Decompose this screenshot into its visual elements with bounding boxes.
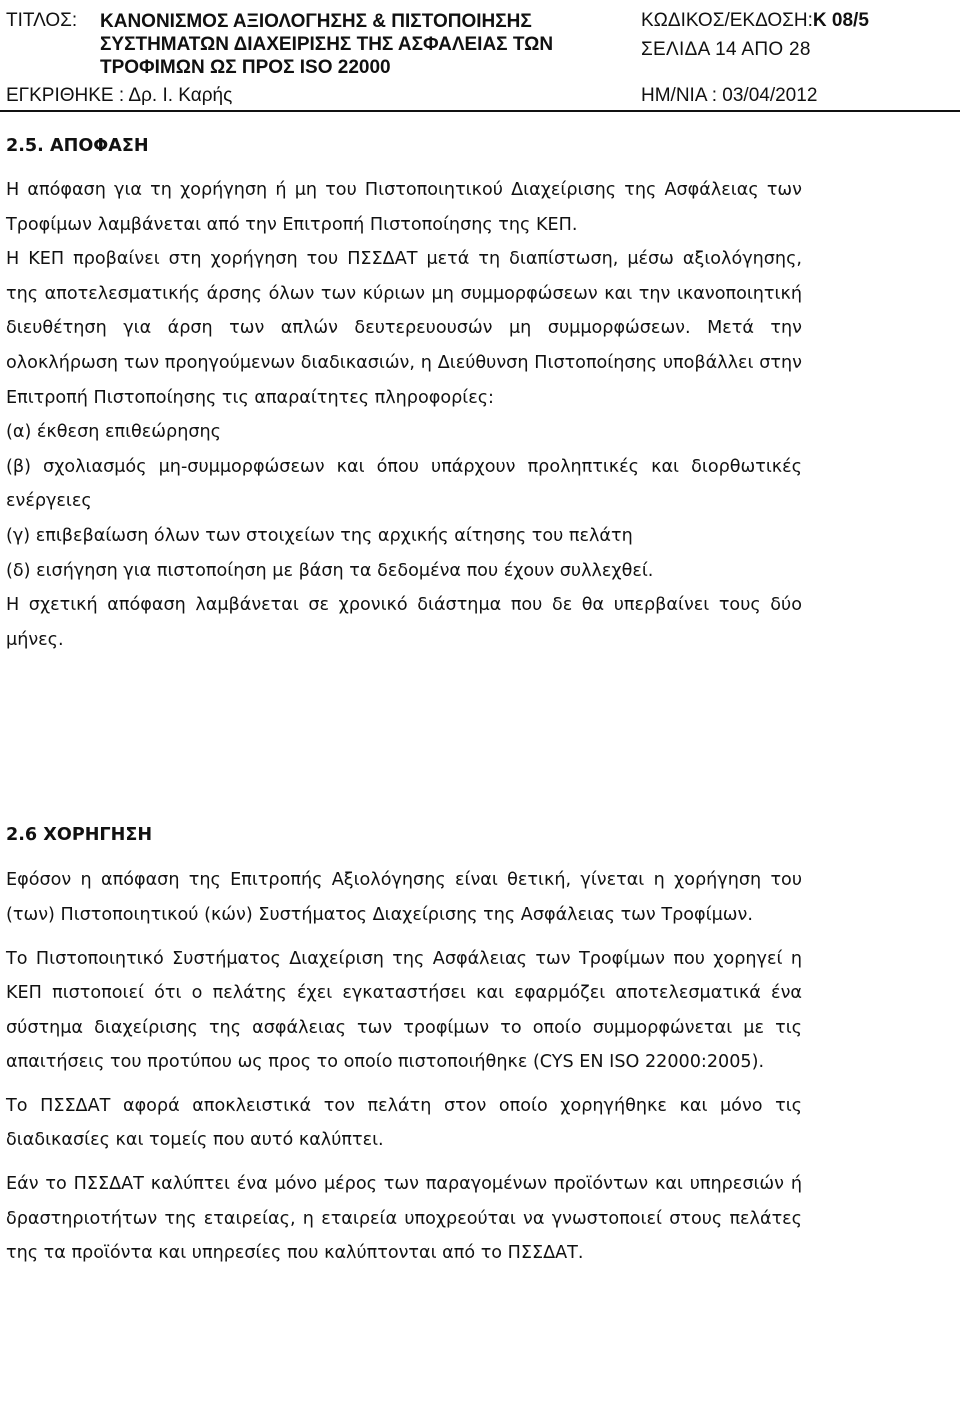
title-label: ΤΙΤΛΟΣ: [6, 10, 78, 31]
document-code [641, 10, 869, 32]
paragraph: Εάν το ΠΣΣΔΑΤ καλύπτει ένα μόνο μέρος των παραγομένων προϊόντων και υπηρεσιών ή δραστηριοτήτων της εταιρείας, η εταιρεία υποχρεούται να γνωστοποιεί στους πελάτες της τα προϊόντα και υπηρεσίες που καλύπτονται από το ΠΣΣΔΑΤ. [6, 1174, 802, 1264]
list-item: (β) σχολιασμός μη-συμμορφώσεων και όπου υπάρχουν προληπτικές και διορθωτικές ενέργειες [6, 456, 802, 512]
document-body [6, 126, 802, 1271]
header-divider [0, 110, 960, 112]
code-label: ΚΩΔΙΚΟΣ/ΕΚΔΟΣΗ: [641, 10, 813, 31]
paragraph: Εφόσον η απόφαση της Επιτροπής Αξιολόγησης είναι θετική, γίνεται η χορήγηση του (των) Πιστοποιητικού (κών) Συστήματος Διαχείρισης της Ασφάλειας των Τροφίμων. [6, 870, 802, 925]
section-spacer [6, 657, 802, 817]
approval-date: ΗΜ/ΝΙΑ : 03/04/2012 [641, 85, 818, 106]
list-item: (α) έκθεση επιθεώρησης [6, 422, 221, 443]
title-line: ΤΡΟΦΙΜΩΝ ΩΣ ΠΡΟΣ ISO 22000 [100, 57, 391, 78]
code-value: Κ 08/5 [812, 10, 869, 31]
paragraph: Το ΠΣΣΔΑΤ αφορά αποκλειστικά τον πελάτη στον οποίο χορηγήθηκε και μόνο τις διαδικασίες και τομείς που αυτό καλύπτει. [6, 1095, 802, 1151]
title-line: ΣΥΣΤΗΜΑΤΩΝ ΔΙΑΧΕΙΡΙΣΗΣ ΤΗΣ ΑΣΦΑΛΕΙΑΣ ΤΩΝ [100, 34, 554, 55]
paragraph: Η απόφαση για τη χορήγηση ή μη του Πιστοποιητικού Διαχείρισης της Ασφάλειας των Τροφίμων λαμβάνεται από την Επιτροπή Πιστοποίησης της ΚΕΠ. [6, 180, 802, 235]
section-heading: 2.6 ΧΟΡΗΓΗΣΗ [6, 825, 153, 846]
document-header [0, 0, 960, 112]
list-item: (δ) εισήγηση για πιστοποίηση με βάση τα δεδομένα που έχουν συλλεχθεί. [6, 560, 654, 581]
section-heading: 2.5. ΑΠΟΦΑΣΗ [6, 136, 149, 156]
approved-by: ΕΓΚΡΙΘΗΚΕ : Δρ. Ι. Καρής [6, 85, 233, 106]
page-number: ΣΕΛΙΔΑ 14 ΑΠΟ 28 [641, 39, 811, 60]
list-item: (γ) επιβεβαίωση όλων των στοιχείων της αρχικής αίτησης του πελάτη [6, 525, 633, 546]
paragraph: Το Πιστοποιητικό Συστήματος Διαχείριση της Ασφάλειας των Τροφίμων που χορηγεί η ΚΕΠ πιστοποιεί ότι ο πελάτης έχει εγκαταστήσει και εφαρμόζει αποτελεσματικά ένα σύστημα διαχείρισης της ασφάλειας των τροφίμων το οποίο συμμορφώνεται με τις απαιτήσεις του προτύπου ως προς το οποίο πιστοποιήθηκε (CYS EN ISO 22000:2005). [6, 948, 802, 1073]
title-line: ΚΑΝΟΝΙΣΜΟΣ ΑΞΙΟΛΟΓΗΣΗΣ & ΠΙΣΤΟΠΟΙΗΣΗΣ [100, 11, 532, 32]
document-title [100, 10, 553, 79]
paragraph: Η σχετική απόφαση λαμβάνεται σε χρονικό διάστημα που δε θα υπερβαίνει τους δύο μήνες. [6, 595, 802, 650]
paragraph: Η ΚΕΠ προβαίνει στη χορήγηση του ΠΣΣΔΑΤ μετά τη διαπίστωση, μέσω αξιολόγησης, της αποτελεσματικής άρσης όλων των κύριων μη συμμορφώσεων και την ικανοποιητική διευθέτηση για άρση των απλών δευτερευουσών μη συμμορφώσεων. Μετά την ολοκλήρωση των προηγούμενων διαδικασιών, η Διεύθυνση Πιστοποίησης υποβάλλει στην Επιτροπή Πιστοποίησης τις απαραίτητες πληροφορίες: [6, 249, 802, 408]
